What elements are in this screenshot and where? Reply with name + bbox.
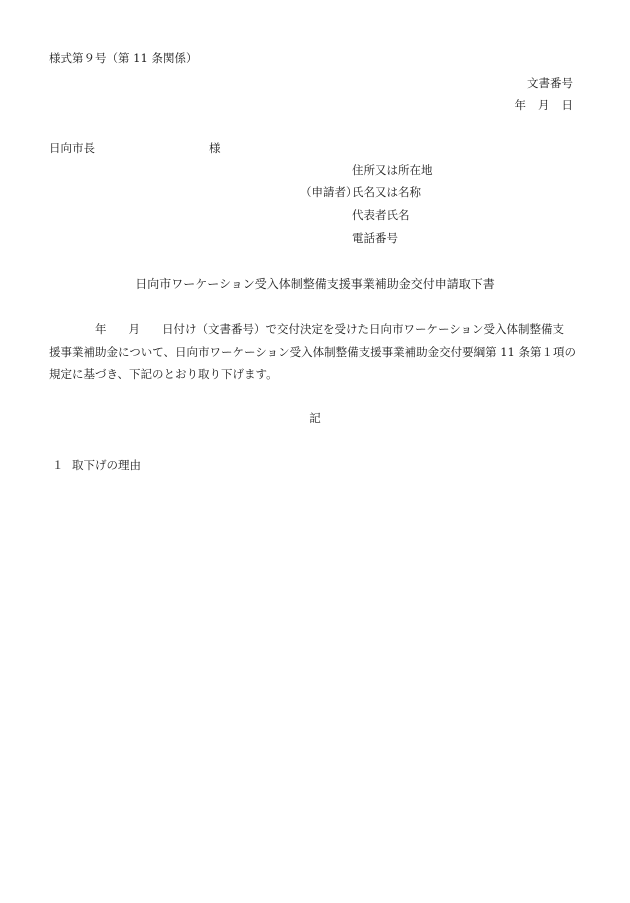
applicant-address-field: 住所又は所在地 — [352, 163, 433, 177]
addressee-honorific: 様 — [209, 141, 221, 155]
body-month: 月 — [128, 322, 140, 336]
item-number: １ — [52, 458, 64, 472]
applicant-name-field: 氏名又は名称 — [352, 185, 421, 199]
form-number: 様式第９号（第 11 条関係） — [49, 51, 198, 65]
body-line-3: 規定に基づき、下記のとおり取り下げます。 — [49, 367, 278, 381]
document-title: 日向市ワーケーション受入体制整備支援事業補助金交付申請取下書 — [135, 277, 495, 291]
body-line-1 — [49, 318, 577, 341]
date-year: 年 — [514, 98, 526, 112]
item-withdrawal-reason — [52, 457, 141, 473]
date-month: 月 — [538, 98, 550, 112]
phone-number-field: 電話番号 — [352, 231, 398, 245]
applicant-label: （申請者） — [300, 185, 358, 199]
body-line-2: 援事業補助金について、日向市ワーケーション受入体制整備支援事業補助金交付要綱第 11 条第１項の — [49, 344, 577, 359]
addressee — [49, 140, 221, 156]
representative-name-field: 代表者氏名 — [352, 208, 410, 222]
body-line-1-text: 日付け（文書番号）で交付決定を受けた日向市ワーケーション受入体制整備支 — [162, 322, 565, 336]
date-day: 日 — [561, 98, 573, 112]
body-year: 年 — [95, 322, 107, 336]
ki-heading: 記 — [309, 411, 321, 425]
document-date — [515, 97, 574, 113]
addressee-name: 日向市長 — [49, 141, 95, 155]
body-paragraph — [49, 318, 577, 386]
document-number-label: 文書番号 — [527, 76, 573, 90]
item-label: 取下げの理由 — [72, 458, 141, 472]
